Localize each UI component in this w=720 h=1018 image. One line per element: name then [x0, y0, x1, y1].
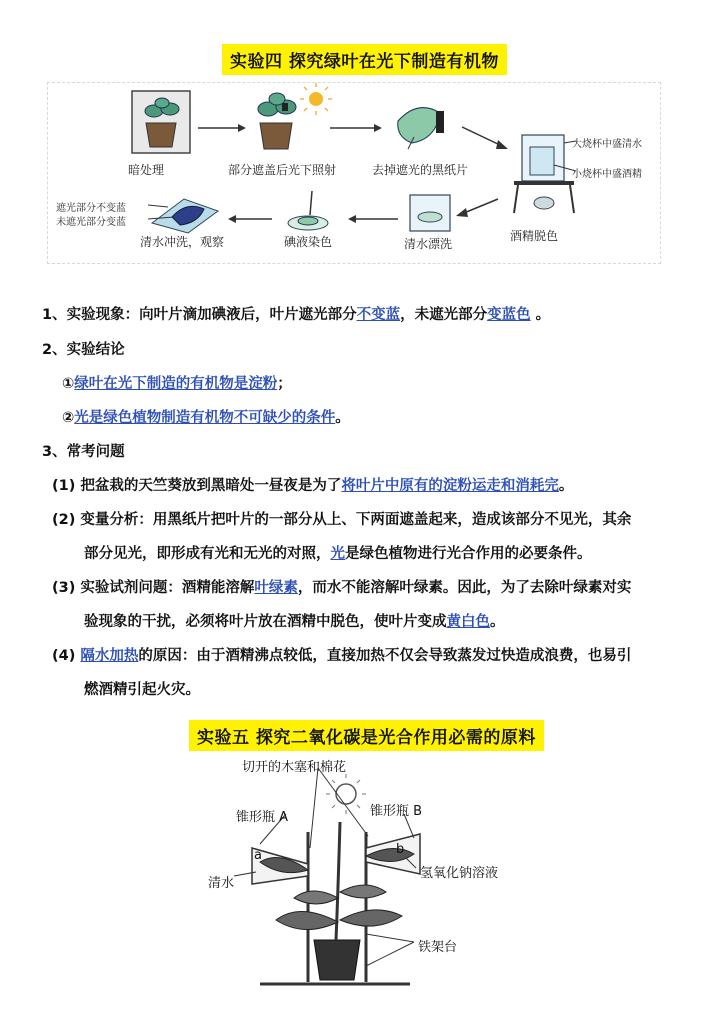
conclusion-1-num: ①	[62, 376, 75, 392]
conclusion-2-num: ②	[62, 410, 75, 426]
step-alcohol-decolor: 酒精脱色	[510, 229, 559, 243]
q3-p2-text: 变量分析：用黑纸片把叶片的一部分从上、下两面遮盖起来，造成该部分不见光，其余	[80, 512, 632, 528]
label-flask-a: 锥形瓶 A	[236, 810, 289, 825]
conclusion-2-end: 。	[335, 410, 350, 426]
q3-p2-num: (2)	[52, 512, 76, 528]
q1-answer-2: 变蓝色	[487, 307, 531, 323]
q2-heading: 2、实验结论	[42, 342, 125, 358]
q3-p4-text: 的原因：由于酒精沸点较低，直接加热不仅会导致蒸发过快造成浪费，也易引	[138, 648, 632, 664]
q3-p1-answer: 将叶片中原有的淀粉运走和消耗完	[341, 478, 559, 494]
q3-p1-end: 。	[558, 478, 574, 494]
annot-big-beaker: 大烧杯中盛清水	[572, 139, 642, 150]
q1-text-end: 。	[530, 307, 551, 323]
q1-text: 1、实验现象：向叶片滴加碘液后，叶片遮光部分	[42, 307, 357, 323]
q3-p1-num: (1)	[52, 478, 76, 494]
q3-p3-text: 实验试剂问题：酒精能溶解	[80, 580, 255, 596]
label-leaf-a: a	[254, 848, 262, 863]
q3-p3-line2	[84, 610, 505, 631]
conclusion-2	[62, 406, 350, 427]
conclusion-1	[62, 372, 292, 393]
q3-p1	[52, 474, 573, 495]
q3-p3-text2: 验现象的干扰，必须将叶片放在酒精中脱色，使叶片变成	[84, 614, 447, 630]
conclusion-1-answer: 绿叶在光下制造的有机物是淀粉	[74, 376, 278, 392]
experiment-4-procedure-diagram	[47, 82, 661, 264]
label-water: 清水	[208, 876, 235, 891]
q3-p4-line1	[52, 644, 631, 665]
q3-p2-text2: 部分见光，即形成有光和无光的对照，	[84, 546, 331, 562]
q1-answer-1: 不变蓝	[356, 307, 401, 323]
experiment-5-apparatus	[190, 752, 530, 1002]
q3-p2-end: 是绿色植物进行光合作用的必要条件。	[345, 546, 592, 562]
annot-shaded: 遮光部分不变蓝	[56, 203, 126, 214]
step-iodine: 碘液染色	[284, 235, 333, 249]
experiment-4-title: 实验四 探究绿叶在光下制造有机物	[222, 44, 507, 75]
q3-p2-line2	[84, 542, 592, 563]
q3-p3-answer-1: 叶绿素	[254, 580, 298, 596]
q3-p3-text-mid: ，而水不能溶解叶绿素。因此，为了去除叶绿素对实	[297, 580, 632, 596]
step-wash-observe: 清水冲洗，观察	[140, 235, 225, 249]
q3-p3-line1	[52, 576, 631, 597]
annot-small-beaker: 小烧杯中盛酒精	[572, 169, 642, 180]
step-dark-treatment: 暗处理	[128, 163, 165, 177]
experiment-5-title: 实验五 探究二氧化碳是光合作用必需的原料	[189, 720, 544, 751]
q3-heading: 3、常考问题	[42, 444, 125, 460]
q3-p4-answer: 隔水加热	[80, 648, 139, 664]
q3-p2-line1	[52, 508, 631, 529]
label-cork-cotton: 切开的木塞和棉花	[242, 760, 347, 775]
q3-p3-answer-2: 黄白色	[446, 614, 490, 630]
q3-p4-line2: 燃酒精引起火灾。	[84, 682, 200, 698]
label-flask-b: 锥形瓶 B	[370, 804, 423, 819]
label-naoh-solution: 氢氧化钠溶液	[420, 866, 499, 881]
step-partial-cover: 部分遮盖后光下照射	[228, 163, 337, 177]
q3-p3-end: 。	[490, 614, 505, 630]
annot-unshaded: 未遮光部分变蓝	[56, 217, 126, 228]
q3-p2-answer: 光	[330, 546, 345, 562]
conclusion-2-answer: 光是绿色植物制造有机物不可缺少的条件	[74, 410, 336, 426]
q1-text-mid: ，未遮光部分	[400, 307, 488, 323]
q3-p3-num: (3)	[52, 580, 76, 596]
conclusion-1-end: ；	[277, 376, 292, 392]
label-iron-stand: 铁架台	[418, 940, 458, 955]
step-remove-paper: 去掉遮光的黑纸片	[372, 163, 469, 177]
step-rinse: 清水漂洗	[404, 237, 453, 251]
q3-p1-text: 把盆栽的天竺葵放到黑暗处一昼夜是为了	[80, 478, 342, 494]
label-leaf-b: b	[396, 842, 405, 857]
q1-phenomenon	[42, 303, 550, 324]
q3-p4-num: (4)	[52, 648, 76, 664]
